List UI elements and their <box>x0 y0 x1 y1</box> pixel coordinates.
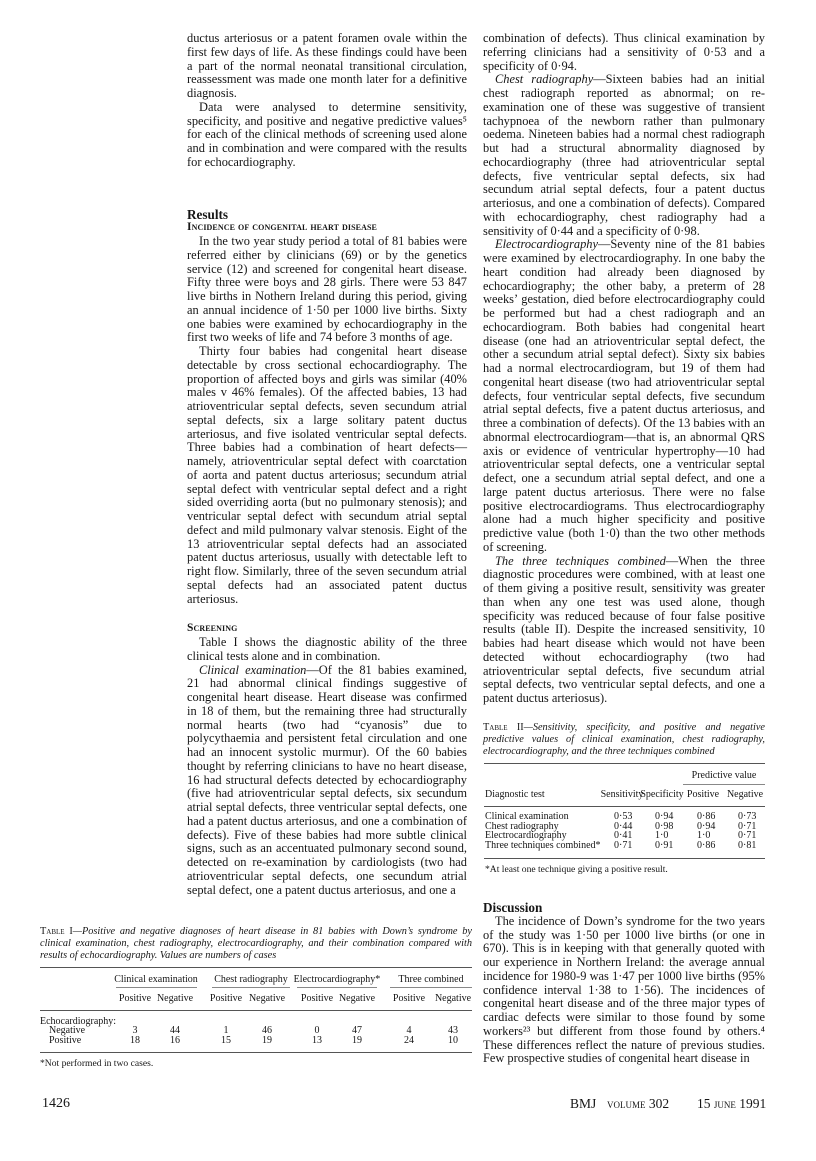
table1-group-combined: Three combined <box>398 974 464 985</box>
table1-group-rule <box>297 987 377 988</box>
paragraph: ductus arteriosus or a patent foramen ovale within the first few days of life. As these findings could have been a part of the normal neonatal transitional circulation, reassessment was made one month later for a definitive diagnosis. <box>187 31 467 100</box>
table2-header-rule <box>484 806 765 807</box>
table2-cell: 0·71 <box>738 821 757 832</box>
table2-label: Table II <box>483 722 524 733</box>
table2-bottom-rule <box>484 858 765 859</box>
table1-cell: 24 <box>404 1035 414 1046</box>
table2-cell: 0·44 <box>614 821 633 832</box>
table1-group-rule <box>212 987 290 988</box>
page-number: 1426 <box>42 1096 70 1111</box>
table2-cell: 1·0 <box>697 830 711 841</box>
table1-subheader: Negative <box>434 993 472 1004</box>
table1-group-clinical: Clinical examination <box>114 974 198 985</box>
table1-subheader: Positive <box>392 993 426 1004</box>
table2-cell-test: Chest radiography <box>485 821 559 832</box>
table1-cell: 46 <box>262 1025 272 1036</box>
table2-cell: 0·71 <box>738 830 757 841</box>
table2-cell-test: Clinical examination <box>485 811 569 822</box>
table1-bottom-rule <box>40 1052 472 1053</box>
table2-cell-test: Three techniques combined* <box>485 840 601 851</box>
table1-group-rule <box>390 987 472 988</box>
paragraph <box>187 664 467 898</box>
table1-row-label: Positive <box>49 1035 82 1046</box>
journal-volume: volume 302 <box>607 1096 670 1111</box>
run-in-heading: Electrocardiography <box>495 237 599 252</box>
table2-group-header: Predictive value <box>691 770 757 781</box>
table2-cell: 0·71 <box>614 840 633 851</box>
left-column <box>187 32 467 897</box>
table1-header-rule <box>40 1010 472 1011</box>
table1-cell: 44 <box>170 1025 180 1036</box>
paragraph-text: —Of the 81 babies examined, 21 had abnormal clinical findings suggestive of congenital heart disease. Heart disease was confirmed in 18 of them, but the remaining three had structurally normal hearts (two had “cyanosis” due to polycythaemia and persistent fetal circulation and one had an innocent systolic murmur). Of the 60 babies thought by referring clinicians to have no heart disease, 16 had structural defects detected by echocardiography (five had atrioventricular septal defects, six secundum atrial septal defects, three ventricular septal defects, one had a patent ductus arteriosus, and one a combination of defects). Five of these babies had more subtle clinical signs, such as an accentuated pulmonary second sound, detected on re-examination by cardiologists (two had atrioventricular septal defects, one secundum atrial septal defect, one a patent ductus arteriosus, and one a <box>187 662 467 897</box>
table1-cell: 19 <box>352 1035 362 1046</box>
paragraph-text: —Sixteen babies had an initial chest radiograph reported as abnormal; on re-examination one of these was suggestive of transient tachypnoea of the newborn rather than pulmonary oedema. Nineteen babies had a normal chest radiograph but had a structural abnormality diagnosed by echocardiography (three had atrioventricular septal defects, five ventricular septal defects, six had secundum atrial septal defects, four a patent ductus arteriosus, and one a combination of defects). Compared with echocardiography, chest radiography had a sensitivity of 0·44 and a specificity of 0·98. <box>483 72 765 238</box>
table1-cell: 16 <box>170 1035 180 1046</box>
table2-footnote: *At least one technique giving a positive result. <box>485 864 668 875</box>
table2-cell-test: Electrocardiography <box>485 830 567 841</box>
table1-cell: 1 <box>223 1025 229 1036</box>
table2-header-specificity: Specificity <box>640 789 684 800</box>
table2-top-rule <box>484 763 765 764</box>
table1-cell: 18 <box>130 1035 140 1046</box>
run-in-heading: The three techniques combined <box>495 553 666 568</box>
table2-header-test: Diagnostic test <box>485 789 545 800</box>
table2-cell: 0·53 <box>614 811 633 822</box>
screening-subheading: Screening <box>187 622 238 635</box>
table1-subheader: Positive <box>300 993 334 1004</box>
table2-cell: 0·98 <box>655 821 674 832</box>
table1-subheader: Negative <box>156 993 194 1004</box>
paragraph <box>483 73 765 238</box>
paragraph-text: —When the three diagnostic procedures were combined, with at least one of them giving a positive result, sensitivity was greater than when any one test was used alone, though specificity was reduced because of four false positive results (table II). Despite the increased sensitivity, 10 babies had heart disease which would not have been detected without echocardiography (two had atrioventricular septal defects, five secundum atrial septal defects, two ventricular septal defects, and one a patent ductus arteriosus). <box>483 553 765 705</box>
incidence-subheading: Incidence of congenital heart disease <box>187 221 377 234</box>
table2-header-positive: Positive <box>686 789 720 800</box>
table1-cell: 43 <box>448 1025 458 1036</box>
discussion-section <box>483 901 765 1066</box>
table1-cell: 19 <box>262 1035 272 1046</box>
run-in-heading: Chest radiography <box>495 72 594 87</box>
run-in-heading: Clinical examination <box>199 662 307 677</box>
table2-group-rule <box>683 784 765 785</box>
table2-cell: 0·94 <box>655 811 674 822</box>
table1-subheader: Negative <box>338 993 376 1004</box>
table2-header-negative: Negative <box>726 789 764 800</box>
table2-caption <box>483 722 765 757</box>
table1-caption-text: —Positive and negative diagnoses of heart disease in 81 babies with Down’s syndrome by clinical examination, chest radiography, electrocardiography, and their combination compared with results of echocardiography. Values are numbers of cases <box>40 926 472 961</box>
table1-subheader: Positive <box>118 993 152 1004</box>
table2-cell: 0·73 <box>738 811 757 822</box>
table1-subheader: Negative <box>248 993 286 1004</box>
table2-caption-text: —Sensitivity, specificity, and positive and negative predictive values of clinical examination, chest radiography, electrocardiography, and the three techniques combined <box>483 722 765 757</box>
table1-top-rule <box>40 967 472 968</box>
table1-subheader: Positive <box>209 993 243 1004</box>
table1-row-group-label: Echocardiography: <box>40 1016 117 1027</box>
table1-label: Table I <box>40 926 73 937</box>
table1-cell: 15 <box>221 1035 231 1046</box>
table1-caption <box>40 926 472 961</box>
issue-date: 15 june 1991 <box>697 1096 767 1111</box>
right-column <box>483 32 765 706</box>
table1-cell: 13 <box>312 1035 322 1046</box>
table1-row-label: Negative <box>49 1025 86 1036</box>
table2-cell: 0·91 <box>655 840 674 851</box>
discussion-heading: Discussion <box>483 900 543 915</box>
results-heading: Results <box>187 206 229 222</box>
table1-group-ecg: Electrocardiography* <box>293 974 381 985</box>
table2-header-sensitivity: Sensitivity <box>600 789 644 800</box>
paragraph-text: —Seventy nine of the 81 babies were examined by electrocardiography. In one baby the heart condition had already been diagnosed by echocardiography; the other baby, a preterm of 28 weeks’ gestation, died before electrocardiography could be performed but had a chest radiograph and an echocardiogram. Both babies had congenital heart disease (one had an atrioventricular septal defect, the other a secundum atrial septal defect). Sixty six babies had a normal electrocardiogram, but 19 of them had congenital heart disease (two had atrioventricular septal defects, four ventricular septal defects, five secundum atrial septal defects, five a patent ductus arteriosus, and three a combination of defects). Of the 13 babies with an abnormal electrocardiogram—that is, an abnormal QRS axis or evidence of ventricular hypertrophy—10 had atrioventricular septal defects, one a ventricular septal defect, one a secundum atrial septal defect, and one a large patent ductus arteriosus. There were no false positive electrocardiograms. Thus electrocardiography alone had a much higher specificity and positive predictive value (both 1·0) than the two other methods of screening. <box>483 237 765 554</box>
paragraph: Data were analysed to determine sensitivity, specificity, and positive and negative predictive values⁵ for each of the clinical methods of screening used alone and in combination and were compared with the results for echocardiography. <box>187 99 467 169</box>
table1-cell: 3 <box>132 1025 138 1036</box>
table1-group-rule <box>116 987 197 988</box>
journal-name: BMJ <box>570 1096 597 1111</box>
table1-footnote: *Not performed in two cases. <box>40 1058 154 1069</box>
table1-group-chest: Chest radiography <box>214 974 288 985</box>
paragraph: In the two year study period a total of 81 babies were referred either by clinicians (69) or by the genetics service (12) and screened for congenital heart disease. Fifty three were boys and 28 girls. There were 53 847 live births in Nothern Ireland during this period, giving an annual incidence of 1·50 per 1000 live births. Sixty one babies were examined by echocardiography in the first two weeks of life and 74 before 3 months of age. <box>187 234 467 345</box>
paragraph <box>483 238 765 554</box>
table2-cell: 0·86 <box>697 811 716 822</box>
paragraph: Thirty four babies had congenital heart disease detectable by cross sectional echocardiography. The proportion of affected boys and girls was similar (40% males v 46% females). Of the affected babies, 13 had atrioventricular septal defects, seven secundum atrial septal defects, six a large solitary patent ductus arteriosus, and five isolated ventricular septal defects. Three babies had a combination of heart defects—namely, atrioventricular septal defect with coarctation of aorta and patent ductus arteriosus; secundum atrial septal defect with ventricular septal defect and a right sided overriding aorta (but no pulmonary stenosis); and ventricular septal defect with secundum atrial septal defect and mild pulmonary valvar stenosis. Eight of the 13 atrioventricular septal defects had an associated patent ductus arteriosus, usually with detectable left to right flow. Similarly, three of the seven secundum atrial septal defects had an associated patent ductus arteriosus. <box>187 344 467 606</box>
table1-cell: 47 <box>352 1025 362 1036</box>
table2-cell: 0·41 <box>614 830 633 841</box>
table1-cell: 4 <box>406 1025 412 1036</box>
table2-cell: 1·0 <box>655 830 669 841</box>
paragraph: Table I shows the diagnostic ability of the three clinical tests alone and in combination. <box>187 635 467 663</box>
paragraph <box>483 555 765 706</box>
paragraph: combination of defects). Thus clinical examination by referring clinicians had a sensitivity of 0·53 and a specificity of 0·94. <box>483 31 765 73</box>
table2-cell: 0·81 <box>738 840 757 851</box>
table2-cell: 0·86 <box>697 840 716 851</box>
table2-cell: 0·94 <box>697 821 716 832</box>
table1-cell: 10 <box>448 1035 458 1046</box>
paragraph: The incidence of Down’s syndrome for the two years of the study was 1·50 per 1000 live births (or one in 670). This is in keeping with that generally quoted with our experience in Northern Ireland: the average annual incidence for 1980-9 was 1·47 per 1000 live births (95% confidence interval 1·38 to 1·56). The incidences of congenital heart disease and of the three major types of cardiac defects were similar to those found by some workers²³ but different from those found by others.⁴ These differences reflect the nature of previous studies. Few prospective studies of congenital heart disease in <box>483 913 765 1066</box>
table1-cell: 0 <box>314 1025 320 1036</box>
